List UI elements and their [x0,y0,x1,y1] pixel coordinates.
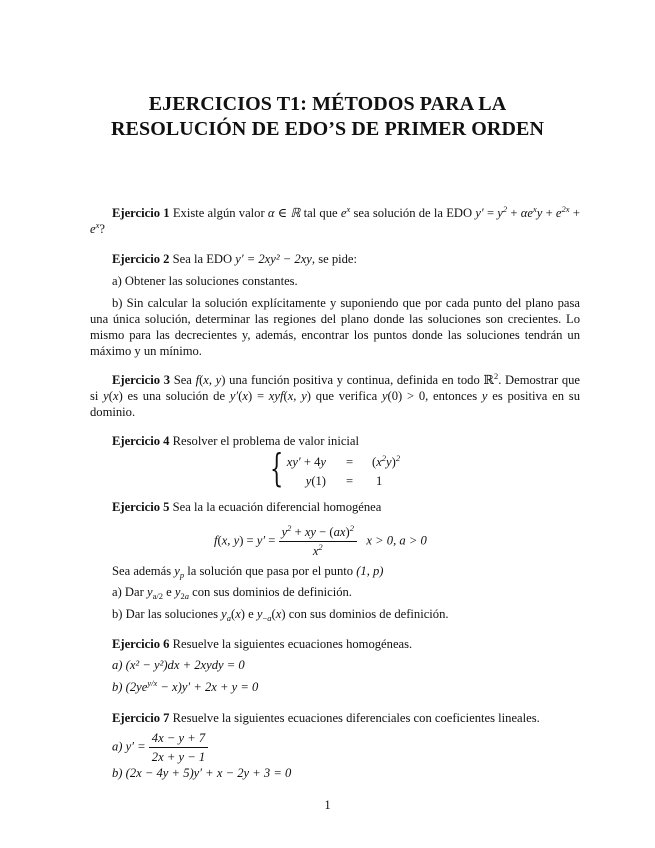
exercise-2-text-b: , se pide: [311,252,358,266]
title-line-1: EJERCICIOS T1: MÉTODOS PARA LA [148,93,507,115]
exercise-3-text-5: que verifica [315,389,378,403]
exercise-3-label: Ejercicio 3 [112,373,170,387]
exercise-7-numerator: 4x − y + 7 [149,730,208,748]
exercise-3-text-2: una función positiva y continua, definida en todo [229,373,480,387]
exercise-5-also-b: la solución que pasa por el punto [187,564,354,578]
exercise-2-ode: y′ = 2xy² − 2xy [235,252,312,266]
exercise-3-yx: y(x) [103,389,123,403]
exercise-7-item-b: b) (2x − 4y + 5)y′ + x − 2y + 3 = 0 [112,766,292,780]
exercise-4-eq-2: y(1) = 1 [305,474,383,488]
exercise-7-item-a [112,730,208,765]
exercise-4-text: Resolver el problema de valor inicial [172,434,360,448]
title-line-2: RESOLUCIÓN DE EDO’S DE PRIMER ORDEN [111,118,544,140]
exercise-3-r2: ℝ$^2$ [483,371,499,387]
exercise-6-label: Ejercicio 6 [112,637,170,651]
exercise-2-item-a: a) Obtener las soluciones constantes. [112,274,298,288]
exercise-4 [112,433,359,449]
exercise-2-label: Ejercicio 2 [112,252,170,266]
exercise-6-item-b: b) $(2ye^{y/x} - x)y' + 2x + y = 0$ [112,678,259,694]
exercise-5-item-a-pre: a) Dar [112,585,144,599]
exercise-5-equation: f(x, y) = y′ = $\frac{y^2 + xy - (ax)^2}{x^2}$ x > 0, a > 0 [214,523,427,558]
exercise-5-fraction: $\frac{y^2 + xy - (ax)^2}{x^2}$ [279,524,357,559]
exercise-1-ode: $y' = y^2 + \alpha e^xy + e^{2x} + e^x$? [90,204,580,236]
exercise-1-text-b: tal que [303,206,338,220]
exercise-3-text-6: , entonces [425,389,478,403]
exercise-6-item-b-post: − x)y′ + 2x + y = 0 [160,680,259,694]
exercise-3-ode: y′(x) = xyf(x, y) [229,389,311,403]
exercise-7-fraction [149,730,208,765]
exercise-4-label: Ejercicio 4 [112,434,170,448]
exercise-5-yp: $y_p$ [174,564,185,580]
exercise-6 [112,636,412,652]
exercise-1-text-c: sea solución de la EDO [353,206,473,220]
exercise-5-also [112,563,383,579]
exercise-1-alpha: α ∈ ℝ [267,206,301,220]
exercise-3-y: y [481,389,488,403]
exercise-3-text-7: es positiva en su dominio. [90,389,580,419]
exercise-4-eq-1: xy′ + 4y = $(x^2y)^2$ [286,453,401,469]
left-brace-icon: { [270,446,284,490]
exercise-7-text: Resuelve la siguientes ecuaciones diferenciales con coeficientes lineales. [172,711,540,725]
exercise-5-item-b-pre: b) Dar las soluciones [112,607,218,621]
exercise-5 [112,499,381,515]
exercise-6-item-a: a) (x² − y²)dx + 2xydy = 0 [112,658,245,672]
exercise-2-text-a: Sea la EDO [172,252,233,266]
exercise-1-ex: $e^x$ [340,204,351,220]
exercise-5-item-a-post: con sus dominios de definición. [192,585,352,599]
exercise-5-item-b: b) Dar las soluciones $y_a(x)$ e $y_{-a}(x)$ con sus dominios de definición. [112,607,449,623]
exercise-7-denominator: 2x + y − 1 [151,750,206,764]
exercise-1-text-a: Existe algún valor [172,206,265,220]
exercise-3 [90,372,580,420]
exercise-3-text-1: Sea [173,373,192,387]
exercise-1 [90,205,580,237]
exercise-5-item-a: a) Dar $y_{a/2}$ e $y_{2a}$ con sus dominios de definición. [112,585,352,601]
exercise-7-item-a-pre: a) y′ = [112,739,146,754]
exercise-5-point: (1, p) [356,564,384,578]
exercise-3-text-4: es una solución de [127,389,226,403]
exercise-5-text: Sea la la ecuación diferencial homogénea [172,500,382,514]
page-number: 1 [324,798,331,812]
exercise-6-text: Resuelve la siguientes ecuaciones homogéneas. [172,637,413,651]
exercise-1-label: Ejercicio 1 [112,206,170,220]
exercise-3-ic: y(0) > 0 [381,389,426,403]
exercise-5-item-b-mid: e [248,607,254,621]
exercise-7 [112,710,540,726]
exercise-6-item-b-pre: b) (2ye [112,680,148,694]
exercise-2-item-b: b) Sin calcular la solución explícitamente y suponiendo que por cada punto del plano pasa una única solución, determinar las regiones del plano donde las soluciones son crecientes. Lo mismo para las decrecientes y, además, encontrar los puntos donde las soluciones tendrán un máximo y un mínimo. [90,296,580,358]
exercise-3-fxy: f(x, y) [195,373,226,387]
document-title [0,92,655,142]
exercise-3-text-3: . Demostrar que si [90,373,581,403]
exercise-5-condition: x > 0, a > 0 [366,533,427,548]
exercise-2 [90,251,580,267]
exercise-5-label: Ejercicio 5 [112,500,170,514]
exercise-7-label: Ejercicio 7 [112,711,170,725]
exercise-5-also-a: Sea además [112,564,172,578]
exercise-5-item-a-mid: e [166,585,172,599]
exercise-5-item-b-post: con sus dominios de definición. [288,607,449,621]
